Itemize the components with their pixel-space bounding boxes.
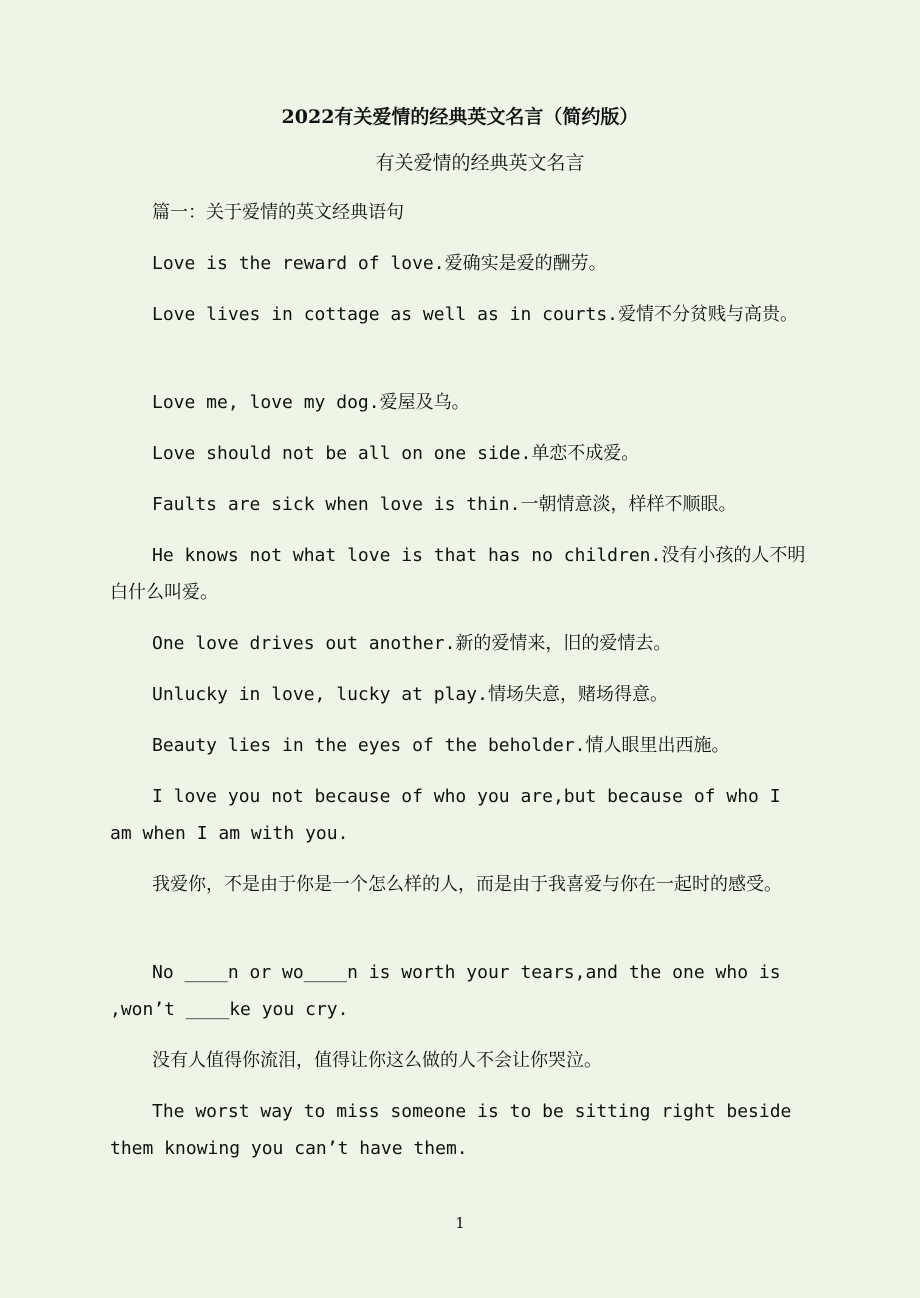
paragraph: Beauty lies in the eyes of the beholder.情人眼里出西施。 bbox=[152, 735, 730, 756]
paragraph: Love me, love my dog.爱屋及乌。 bbox=[152, 392, 470, 413]
section-heading: 篇一：关于爱情的英文经典语句 bbox=[152, 202, 404, 223]
page-number: 1 bbox=[455, 1214, 465, 1232]
paragraph: No ____n or wo____n is worth your tears,and the one who is ,won’t ____ke you cry. bbox=[110, 962, 781, 1020]
paragraph: I love you not because of who you are,but because of who I am when I am with you. bbox=[110, 786, 781, 844]
paragraph: He knows not what love is that has no children.没有小孩的人不明白什么叫爱。 bbox=[110, 545, 806, 603]
paragraph: 没有人值得你流泪，值得让你这么做的人不会让你哭泣。 bbox=[152, 1050, 602, 1071]
paragraph: The worst way to miss someone is to be sitting right beside them knowing you can’t have them. bbox=[110, 1101, 792, 1159]
paragraph: Unlucky in love, lucky at play.情场失意，赌场得意。 bbox=[152, 684, 668, 705]
document-subtitle: 有关爱情的经典英文名言 bbox=[375, 152, 585, 174]
paragraph: One love drives out another.新的爱情来，旧的爱情去。 bbox=[152, 633, 672, 654]
paragraph: Love should not be all on one side.单恋不成爱。 bbox=[152, 443, 640, 464]
paragraph: Love is the reward of love.爱确实是爱的酬劳。 bbox=[152, 253, 607, 274]
paragraph: 我爱你，不是由于你是一个怎么样的人，而是由于我喜爱与你在一起时的感受。 bbox=[152, 874, 782, 895]
paragraph: Faults are sick when love is thin.一朝情意淡，样样不顺眼。 bbox=[152, 494, 737, 515]
document-title: 2022有关爱情的经典英文名言（简约版） bbox=[281, 106, 639, 128]
paragraph: Love lives in cottage as well as in courts.爱情不分贫贱与高贵。 bbox=[152, 304, 798, 325]
